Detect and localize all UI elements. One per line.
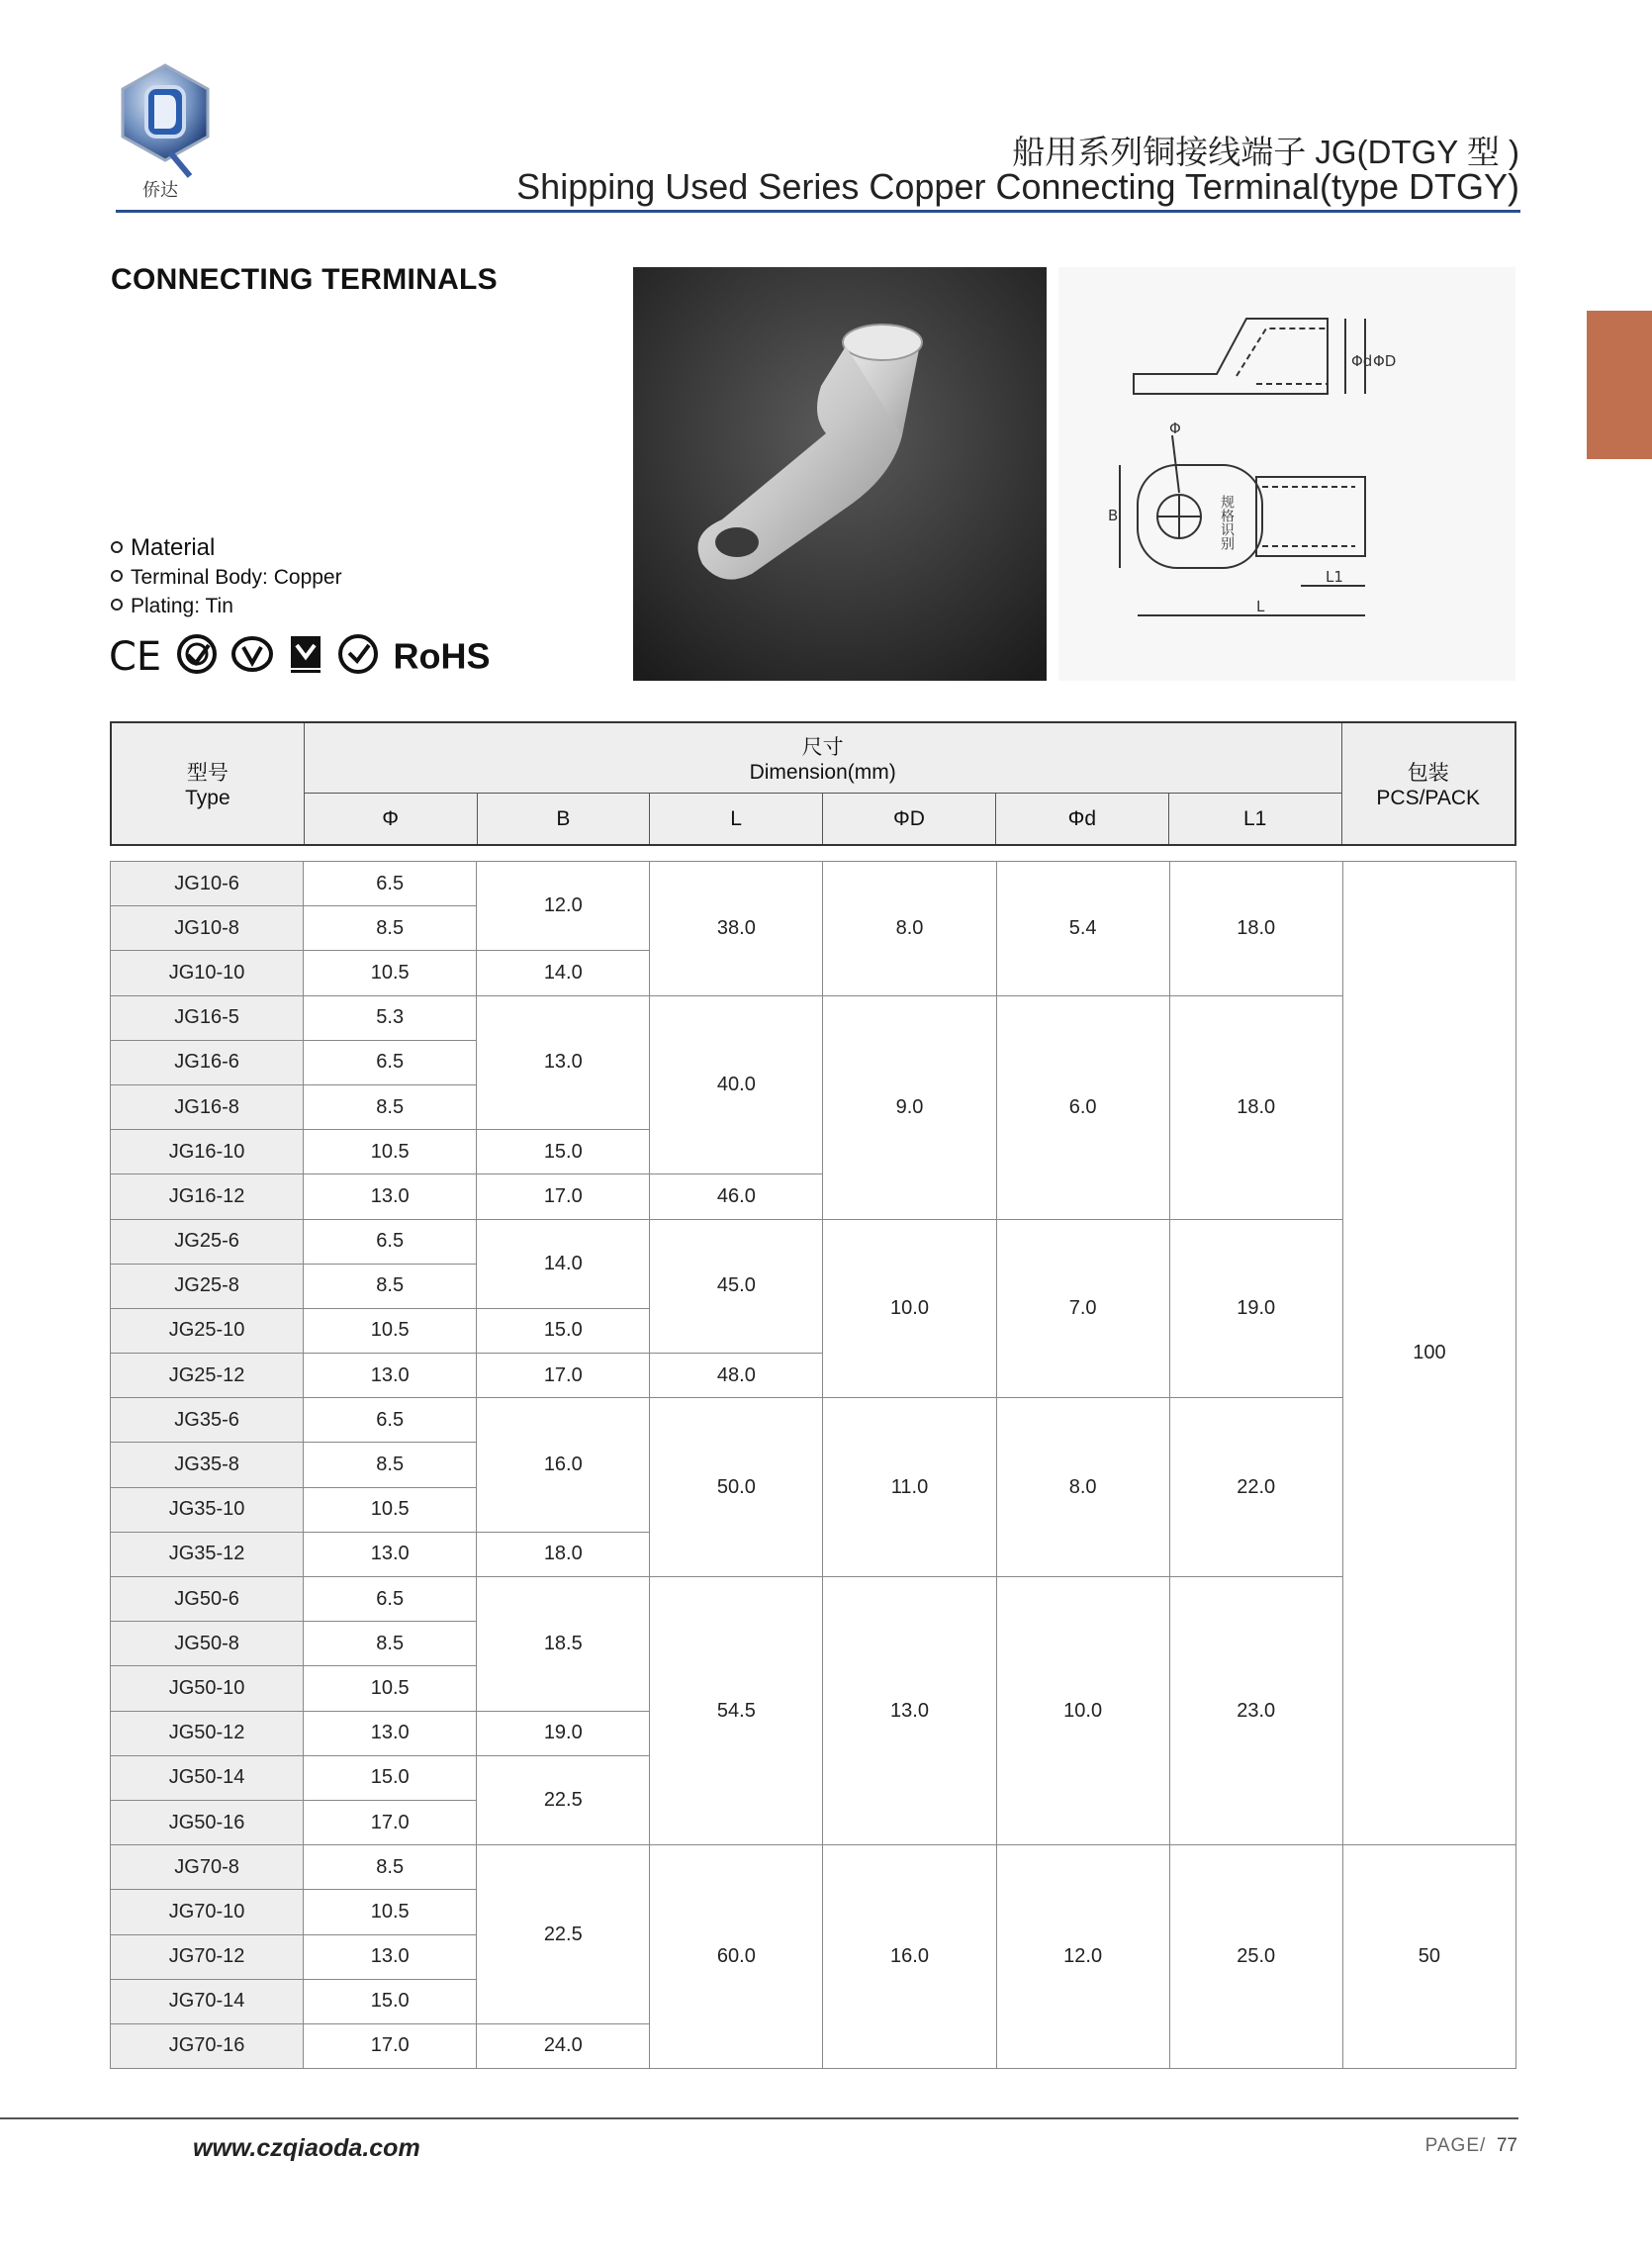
cell-b: 14.0 [477,951,650,995]
svg-text:Φ: Φ [1169,420,1181,437]
svg-text:侨达: 侨达 [142,180,178,201]
cell-phi: 6.5 [304,1577,477,1622]
cell-phi: 13.0 [304,1532,477,1576]
cell-b: 24.0 [477,2023,650,2068]
cell-phi: 5.3 [304,995,477,1040]
technical-drawing [1058,267,1515,681]
cell-l: 48.0 [650,1354,823,1398]
table-row [111,1845,1516,1890]
cell-b: 22.5 [477,1845,650,2024]
specification-table [110,861,1516,2069]
cell-phi: 10.5 [304,1890,477,1934]
cell-l1: 22.0 [1169,1398,1342,1577]
table-row [111,1577,1516,1622]
cell-b: 15.0 [477,1130,650,1174]
cell-b: 17.0 [477,1174,650,1219]
cell-type: JG10-8 [111,906,304,951]
cell-l1: 19.0 [1169,1219,1342,1398]
cell-phi: 10.5 [304,1487,477,1532]
cell-l: 46.0 [650,1174,823,1219]
cell-l: 45.0 [650,1219,823,1354]
cell-b: 17.0 [477,1354,650,1398]
svg-text:B: B [1108,507,1119,524]
cell-phi: 10.5 [304,1666,477,1711]
cell-type: JG16-6 [111,1040,304,1084]
cell-phi: 17.0 [304,1800,477,1844]
header-divider [116,210,1520,213]
rohs-mark: RoHS [393,635,491,677]
terminal-body-spec: Terminal Body: Copper [111,566,342,590]
page-title-chinese: 船用系列铜接线端子 JG(DTGY 型 ) [1012,134,1519,170]
cell-od: 13.0 [823,1577,996,1845]
cell-type: JG70-12 [111,1934,304,1979]
cell-l1: 18.0 [1169,862,1342,996]
cell-phi: 15.0 [304,1979,477,2023]
cell-od: 11.0 [823,1398,996,1577]
cell-l: 60.0 [650,1845,823,2069]
material-label: Material [111,534,215,562]
cell-type: JG25-12 [111,1354,304,1398]
certification-marks [109,633,490,685]
cell-type: JG50-16 [111,1800,304,1844]
cell-type: JG16-8 [111,1084,304,1129]
footer-divider [0,2117,1518,2119]
cell-type: JG70-8 [111,1845,304,1890]
company-logo [111,57,220,206]
cell-phi: 10.5 [304,1308,477,1353]
cell-id: 8.0 [996,1398,1169,1577]
cell-pack: 50 [1342,1845,1515,2069]
cell-type: JG35-12 [111,1532,304,1576]
cell-type: JG70-10 [111,1890,304,1934]
svg-text:Φd: Φd [1351,352,1373,370]
cell-phi: 6.5 [304,1398,477,1443]
cell-id: 12.0 [996,1845,1169,2069]
cell-b: 12.0 [477,862,650,951]
cell-phi: 13.0 [304,1711,477,1755]
table-row [111,1219,1516,1264]
cell-od: 16.0 [823,1845,996,2069]
svg-text:ΦD: ΦD [1373,352,1397,370]
cell-l: 40.0 [650,995,823,1174]
page-number: PAGE/ 77 [1424,2135,1517,2156]
cell-b: 18.0 [477,1532,650,1576]
cell-b: 14.0 [477,1219,650,1308]
svg-text:规格识别: 规格识别 [1219,495,1235,550]
cell-type: JG50-10 [111,1666,304,1711]
cell-phi: 6.5 [304,1040,477,1084]
header-col-id: Φd [995,794,1168,846]
header-col-l1: L1 [1168,794,1341,846]
cell-b: 13.0 [477,995,650,1130]
cell-phi: 8.5 [304,1443,477,1487]
cell-type: JG16-12 [111,1174,304,1219]
cell-type: JG16-5 [111,995,304,1040]
table-row [111,1398,1516,1443]
svg-text:L1: L1 [1326,568,1343,586]
ce-mark-icon: CE [109,633,162,680]
cell-phi: 10.5 [304,951,477,995]
header-type: 型号 Type [111,722,304,845]
cell-phi: 13.0 [304,1354,477,1398]
cell-b: 22.5 [477,1755,650,1844]
plating-spec: Plating: Tin [111,595,233,618]
cell-type: JG25-6 [111,1219,304,1264]
cell-od: 8.0 [823,862,996,996]
cell-type: JG50-14 [111,1755,304,1800]
cell-type: JG70-14 [111,1979,304,2023]
cell-phi: 8.5 [304,1845,477,1890]
quality-mark-icon [231,633,273,680]
cell-type: JG35-8 [111,1443,304,1487]
ccc-mark-icon [176,633,218,680]
page-title-english: Shipping Used Series Copper Connecting Terminal(type DTGY) [516,166,1519,207]
table-row [111,862,1516,906]
bullet-icon [111,599,123,610]
cell-pack: 100 [1342,862,1515,1845]
cell-type: JG50-12 [111,1711,304,1755]
cell-phi: 6.5 [304,862,477,906]
cell-type: JG10-6 [111,862,304,906]
side-color-tab [1587,311,1652,459]
cell-l: 38.0 [650,862,823,996]
sgs-mark-icon [337,633,379,680]
cell-b: 15.0 [477,1308,650,1353]
header-pack: 包装 PCS/PACK [1341,722,1515,845]
cell-phi: 6.5 [304,1219,477,1264]
cell-od: 10.0 [823,1219,996,1398]
table-row [111,995,1516,1040]
cell-id: 6.0 [996,995,1169,1219]
cell-l: 50.0 [650,1398,823,1577]
table-header [110,721,1516,846]
svg-text:L: L [1256,598,1265,615]
cell-type: JG70-16 [111,2023,304,2068]
cell-type: JG10-10 [111,951,304,995]
header-col-b: B [477,794,650,846]
cell-id: 7.0 [996,1219,1169,1398]
cell-phi: 8.5 [304,1622,477,1666]
standard-mark-icon [288,633,323,680]
cell-od: 9.0 [823,995,996,1219]
website-link[interactable]: www.czqiaoda.com [193,2134,420,2162]
cell-phi: 13.0 [304,1934,477,1979]
bullet-icon [111,541,123,553]
cell-type: JG16-10 [111,1130,304,1174]
cell-l1: 25.0 [1169,1845,1342,2069]
cell-phi: 8.5 [304,1264,477,1308]
cell-type: JG25-8 [111,1264,304,1308]
product-photo [633,267,1047,681]
cell-id: 10.0 [996,1577,1169,1845]
cell-l: 54.5 [650,1577,823,1845]
cell-phi: 17.0 [304,2023,477,2068]
cell-b: 16.0 [477,1398,650,1533]
header-dimension: 尺寸 Dimension(mm) [304,722,1341,794]
cell-l1: 23.0 [1169,1577,1342,1845]
cell-type: JG50-6 [111,1577,304,1622]
cell-type: JG35-10 [111,1487,304,1532]
cell-type: JG35-6 [111,1398,304,1443]
section-heading: CONNECTING TERMINALS [111,263,498,296]
cell-b: 19.0 [477,1711,650,1755]
cell-phi: 8.5 [304,1084,477,1129]
cell-phi: 8.5 [304,906,477,951]
cell-id: 5.4 [996,862,1169,996]
cell-phi: 10.5 [304,1130,477,1174]
header-col-phi: Φ [304,794,477,846]
cell-type: JG25-10 [111,1308,304,1353]
cell-phi: 13.0 [304,1174,477,1219]
cell-l1: 18.0 [1169,995,1342,1219]
bullet-icon [111,570,123,582]
cell-type: JG50-8 [111,1622,304,1666]
header-col-od: ΦD [823,794,996,846]
cell-phi: 15.0 [304,1755,477,1800]
cell-b: 18.5 [477,1577,650,1712]
specification-table-body [111,862,1516,2069]
header-col-l: L [650,794,823,846]
